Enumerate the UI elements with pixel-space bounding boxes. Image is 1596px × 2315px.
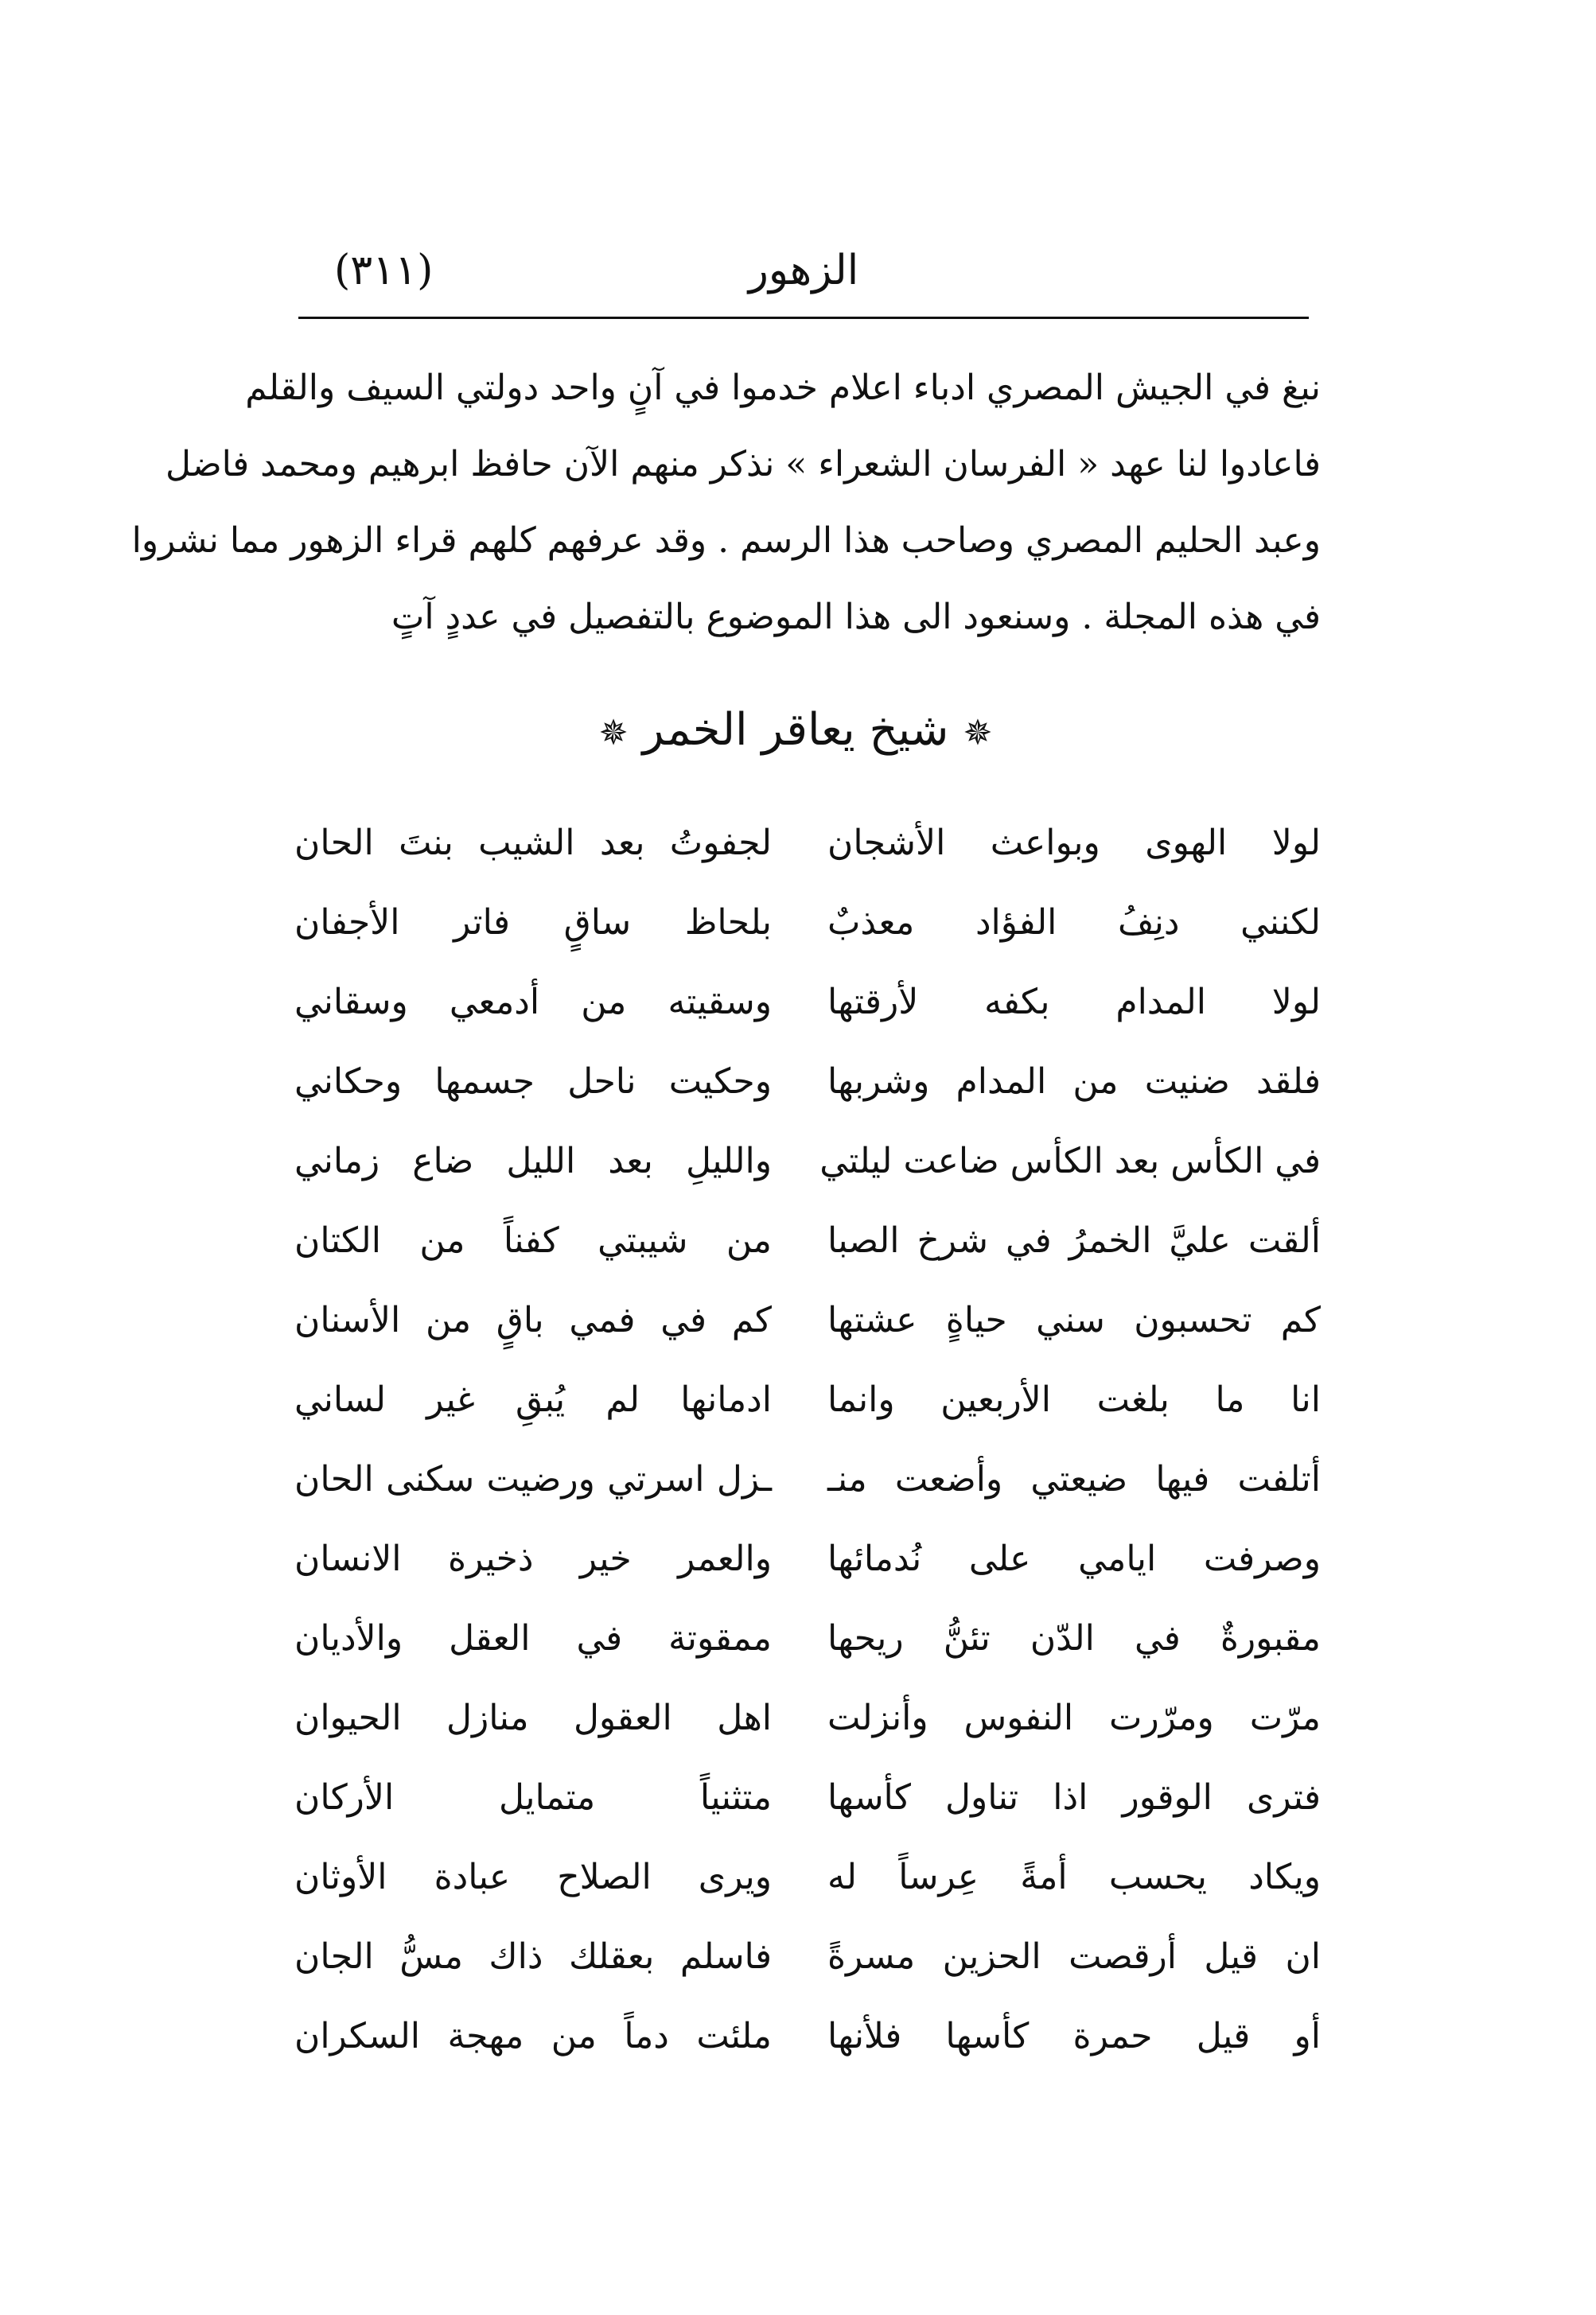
verse [294,1281,1321,1360]
verse-first-hemistich: مقبورةٌ في الدّن تئنُّ ريحها [827,1618,1321,1659]
header-rule [298,317,1309,319]
verse [294,1440,1321,1519]
intro-line: في هذه المجلة . وسنعود الى هذا الموضوع بالتفصيل في عددٍ آتٍ [391,597,1321,637]
verse-first-hemistich: لكنني دنِفُ الفؤاد معذبٌ [827,902,1321,943]
verse-second-hemistich: لجفوتُ بعد الشيب بنتَ الحان [294,823,772,863]
intro-line: فاعادوا لنا عهد « الفرسان الشعراء » نذكر منهم الآن حافظ ابرهيم ومحمد فاضل [165,444,1321,484]
running-header [302,232,1305,309]
verse-first-hemistich: ألقت عليَّ الخمرُ في شرخ الصبا [827,1220,1321,1261]
verse [294,1758,1321,1838]
verse-first-hemistich: أو قيل حمرة كأسها فلأنها [827,2016,1321,2056]
verse-second-hemistich: بلحاظ ساقٍ فاتر الأجفان [294,902,772,943]
verse-second-hemistich: والليلِ بعد الليل ضاع زماني [294,1141,772,1181]
verse-first-hemistich: انا ما بلغت الأربعين وانما [827,1379,1321,1420]
verse [294,803,1321,883]
verse [294,1838,1321,1917]
verse [294,1360,1321,1440]
header-title: الزهور [748,247,859,294]
verse [294,1599,1321,1679]
intro-line: وعبد الحليم المصري وصاحب هذا الرسم . وقد عرفهم كلهم قراء الزهور مما نشروا [131,520,1321,561]
verse [294,883,1321,963]
verse-first-hemistich: أتلفت فيها ضيعتي وأضعت منـ [827,1459,1321,1500]
intro-line: نبغ في الجيش المصري ادباء اعلام خدموا في آنٍ واحد دولتي السيف والقلم [245,368,1321,408]
verse-second-hemistich: وحكيت ناحل جسمها وحكاني [294,1061,772,1102]
verse-first-hemistich: كم تحسبون سني حياةٍ عشتها [827,1300,1321,1340]
verse [294,963,1321,1042]
intro-paragraph [131,350,1321,656]
verse-first-hemistich: وصرفت ايامي على نُدمائها [827,1539,1321,1579]
verse-first-hemistich: فلقد ضنيت من المدام وشربها [827,1061,1321,1102]
verse [294,1997,1321,2076]
verse-second-hemistich: ملئت دماً من مهجة السكران [294,2016,772,2056]
star-ornament-icon: ✵ [598,712,629,753]
verse-second-hemistich: اهل العقول منازل الحيوان [294,1698,772,1738]
verse [294,1122,1321,1201]
verse [294,1519,1321,1599]
verse [294,1917,1321,1997]
verse-second-hemistich: والعمر خير ذخيرة الانسان [294,1539,772,1579]
verse-second-hemistich: ويرى الصلاح عبادة الأوثان [294,1857,772,1897]
verse-first-hemistich: لولا المدام بكفه لأرقتها [827,982,1321,1022]
verse-second-hemistich: متثنياً متمايل الأركان [294,1777,772,1818]
section-title [477,691,1114,770]
verse-first-hemistich: مرّت ومرّرت النفوس وأنزلت [827,1698,1321,1738]
verse-second-hemistich: ادمانها لم يُبقِ غير لساني [294,1379,772,1420]
verse-second-hemistich: ـزل اسرتي ورضيت سكنى الحان [294,1459,772,1500]
verse-second-hemistich: من شيبتي كفناً من الكتان [294,1220,772,1261]
star-ornament-icon: ✵ [963,712,993,753]
verse [294,1201,1321,1281]
verse-first-hemistich: ويكاد يحسب أمةً عِرساً له [827,1857,1321,1897]
poem [294,803,1321,2076]
verse-first-hemistich: فترى الوقور اذا تناول كأسها [827,1777,1321,1818]
page-number: (٣١١) [334,247,434,294]
verse [294,1042,1321,1122]
verse-second-hemistich: كم في فمي باقٍ من الأسنان [294,1300,772,1340]
verse [294,1679,1321,1758]
verse-first-hemistich: لولا الهوى وبواعث الأشجان [827,823,1321,863]
verse-second-hemistich: ممقوتة في العقل والأديان [294,1618,772,1659]
verse-second-hemistich: وسقيته من أدمعي وسقاني [294,982,772,1022]
verse-first-hemistich: في الكأس بعد الكأس ضاعت ليلتي [819,1141,1321,1181]
section-title-text: شيخ يعاقر الخمر [642,704,949,756]
verse-first-hemistich: ان قيل أرقصت الحزين مسرةً [827,1936,1321,1977]
verse-second-hemistich: فاسلم بعقلك ذاك مسُّ الجان [294,1936,772,1977]
